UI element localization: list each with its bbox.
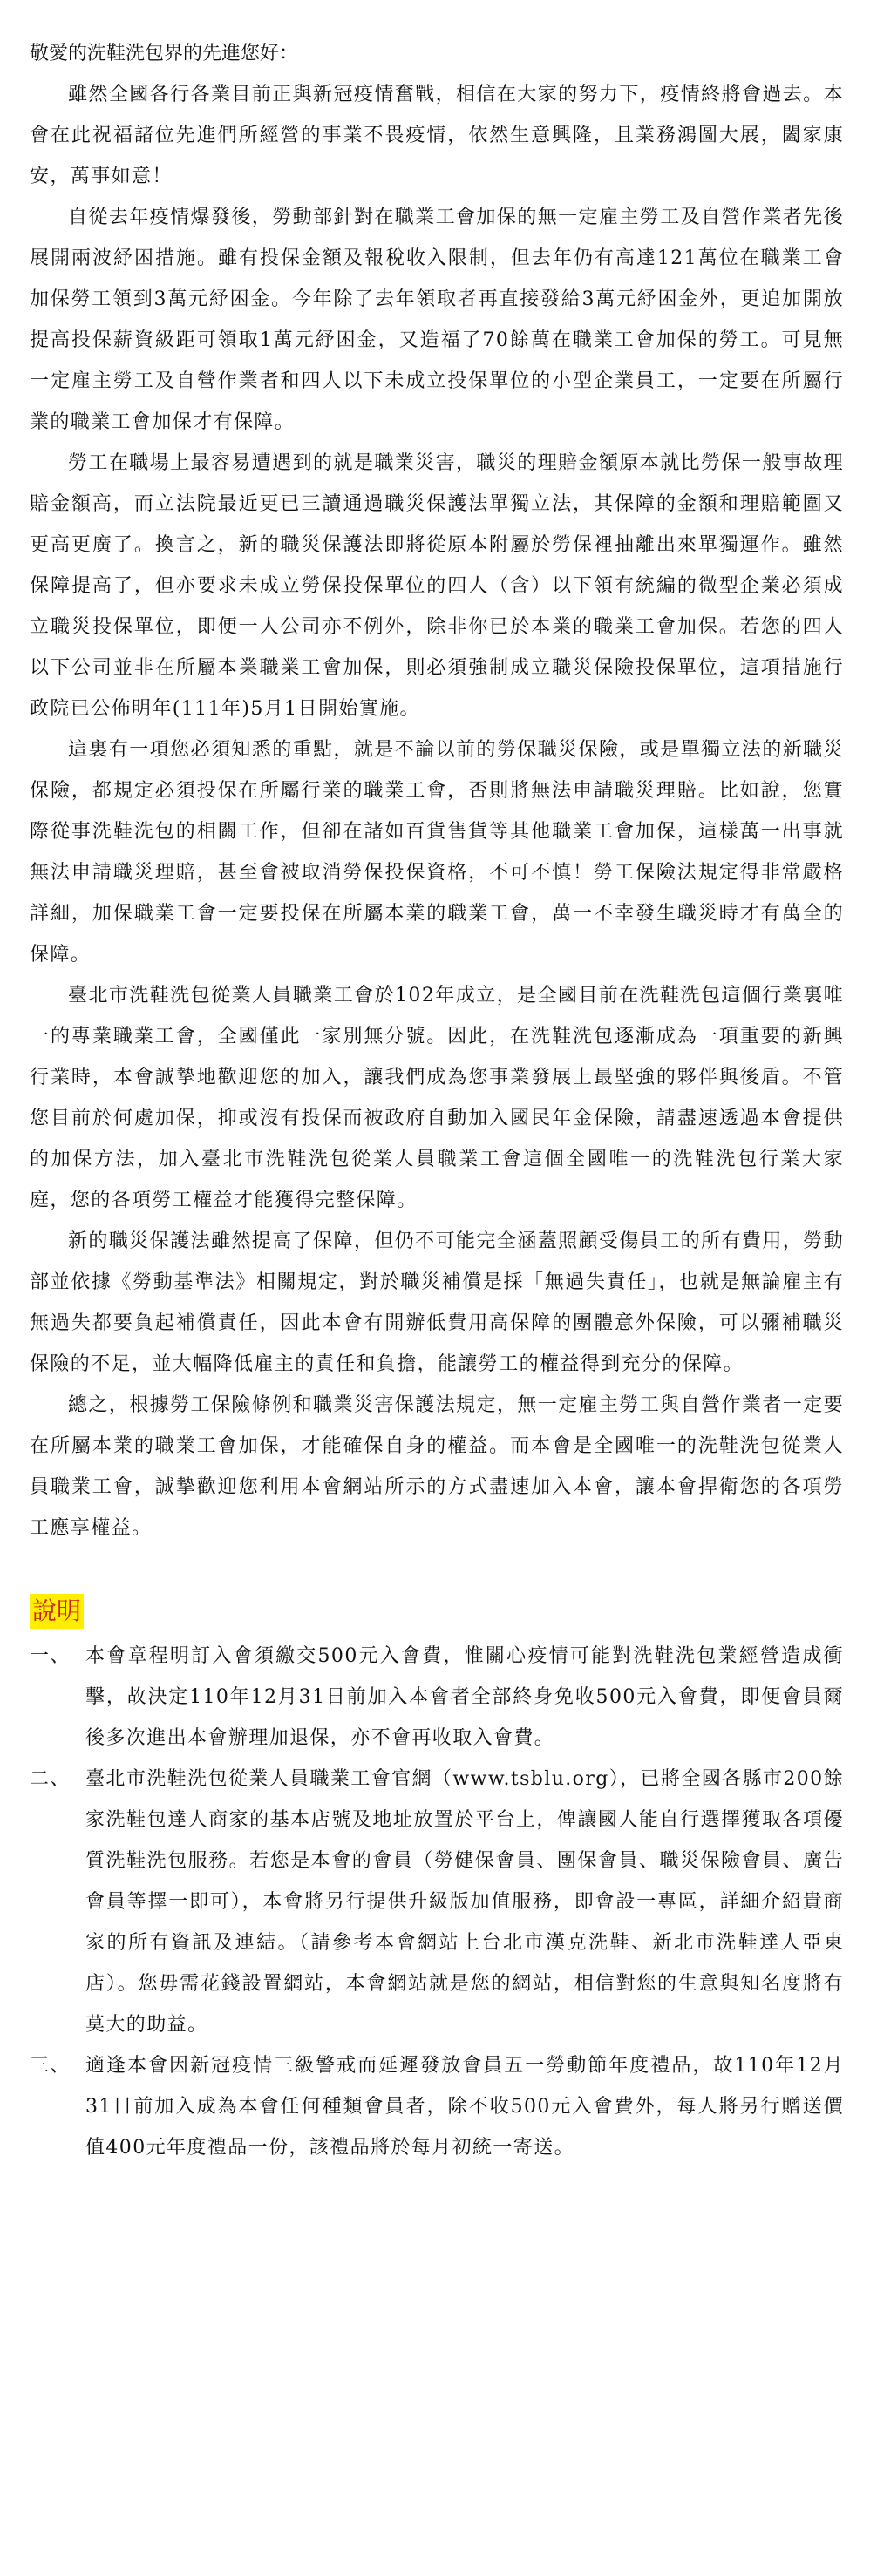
note-text: 臺北市洗鞋洗包從業人員職業工會官網（www.tsblu.org），已將全國各縣市200餘家洗鞋包達人商家的基本店號及地址放置於平台上，俾讓國人能自行選擇獲取各項優質洗鞋洗包服務。若您是本會的會員（勞健保會員、團保會員、職災保險會員、廣告會員等擇一即可），本會將另行提供升級版加值服務，即會設一專區，詳細介紹貴商家的所有資訊及連結。（請參考本會網站上台北市漢克洗鞋、新北市洗鞋達人亞東店）。您毋需花錢設置網站，本會網站就是您的網站，相信對您的生意與知名度將有莫大的助益。	[85, 1768, 844, 2036]
note-number: 一、	[30, 1645, 71, 1667]
paragraph-6: 新的職災保護法雖然提高了保障，但仍不可能完全涵蓋照顧受傷員工的所有費用，勞動部並依據《勞動基準法》相關規定，對於職災補償是採「無過失責任」，也就是無論雇主有無過失都要負起補償責任，因此本會有開辦低費用高保障的團體意外保險，可以彌補職災保險的不足，並大幅降低雇主的責任和負擔，能讓勞工的權益得到充分的保障。	[30, 1230, 844, 1375]
paragraph-5: 臺北市洗鞋洗包從業人員職業工會於102年成立，是全國目前在洗鞋洗包這個行業裏唯一的專業職業工會，全國僅此一家別無分號。因此，在洗鞋洗包逐漸成為一項重要的新興行業時，本會誠摯地歡迎您的加入，讓我們成為您事業發展上最堅強的夥伴與後盾。不管您目前於何處加保，抑或沒有投保而被政府自動加入國民年金保險，請盡速透過本會提供的加保方法，加入臺北市洗鞋洗包從業人員職業工會這個全國唯一的洗鞋洗包行業大家庭，您的各項勞工權益才能獲得完整保障。	[30, 985, 844, 1211]
note-text: 本會章程明訂入會須繳交500元入會費，惟關心疫情可能對洗鞋洗包業經營造成衝擊，故決定110年12月31日前加入本會者全部終身免收500元入會費，即便會員爾後多次進出本會辦理加退保，亦不會再收取入會費。	[85, 1645, 844, 1749]
note-item-1	[30, 1636, 844, 1759]
paragraph-2: 自從去年疫情爆發後，勞動部針對在職業工會加保的無一定雇主勞工及自營作業者先後展開兩波紓困措施。雖有投保金額及報稅收入限制，但去年仍有高達121萬位在職業工會加保勞工領到3萬元紓困金。今年除了去年領取者再直接發給3萬元紓困金外，更追加開放提高投保薪資級距可領取1萬元紓困金，又造福了70餘萬在職業工會加保的勞工。可見無一定雇主勞工及自營作業者和四人以下未成立投保單位的小型企業員工，一定要在所屬行業的職業工會加保才有保障。	[30, 207, 844, 433]
note-number: 三、	[30, 2055, 71, 2077]
paragraph-7: 總之，根據勞工保險條例和職業災害保護法規定，無一定雇主勞工與自營作業者一定要在所屬本業的職業工會加保，才能確保自身的權益。而本會是全國唯一的洗鞋洗包從業人員職業工會，誠摯歡迎您利用本會網站所示的方式盡速加入本會，讓本會捍衛您的各項勞工應享權益。	[30, 1394, 844, 1539]
notes-heading: 說明	[30, 1594, 84, 1629]
paragraph-4: 這裏有一項您必須知悉的重點，就是不論以前的勞保職災保險，或是單獨立法的新職災保險，都規定必須投保在所屬行業的職業工會，否則將無法申請職災理賠。比如說，您實際從事洗鞋洗包的相關工作，但卻在諸如百貨售貨等其他職業工會加保，這樣萬一出事就無法申請職災理賠，甚至會被取消勞保投保資格，不可不慎！勞工保險法規定得非常嚴格詳細，加保職業工會一定要投保在所屬本業的職業工會，萬一不幸發生職災時才有萬全的保障。	[30, 739, 844, 966]
paragraph-1: 雖然全國各行各業目前正與新冠疫情奮戰，相信在大家的努力下，疫情終將會過去。本會在此祝福諸位先進們所經營的事業不畏疫情，依然生意興隆，且業務鴻圖大展，闔家康安，萬事如意！	[30, 84, 844, 187]
greeting: 敬愛的洗鞋洗包界的先進您好：	[30, 43, 299, 64]
note-item-2	[30, 1759, 844, 2045]
notes-heading-wrap	[30, 1594, 844, 1629]
paragraph-3: 勞工在職場上最容易遭遇到的就是職業災害，職災的理賠金額原本就比勞保一般事故理賠金額高，而立法院最近更已三讀通過職災保護法單獨立法，其保障的金額和理賠範圍又更高更廣了。換言之，新的職災保護法即將從原本附屬於勞保裡抽離出來單獨運作。雖然保障提高了，但亦要求未成立勞保投保單位的四人（含）以下領有統編的微型企業必須成立職災投保單位，即便一人公司亦不例外，除非你已於本業的職業工會加保。若您的四人以下公司並非在所屬本業職業工會加保，則必須強制成立職災保險投保單位，這項措施行政院已公佈明年(111年)5月1日開始實施。	[30, 452, 844, 720]
note-number: 二、	[30, 1768, 71, 1790]
note-item-3	[30, 2045, 844, 2168]
note-text: 適逢本會因新冠疫情三級警戒而延遲發放會員五一勞動節年度禮品，故110年12月31日前加入成為本會任何種類會員者，除不收500元入會費外，每人將另行贈送價值400元年度禮品一份，該禮品將於每月初統一寄送。	[85, 2055, 844, 2159]
